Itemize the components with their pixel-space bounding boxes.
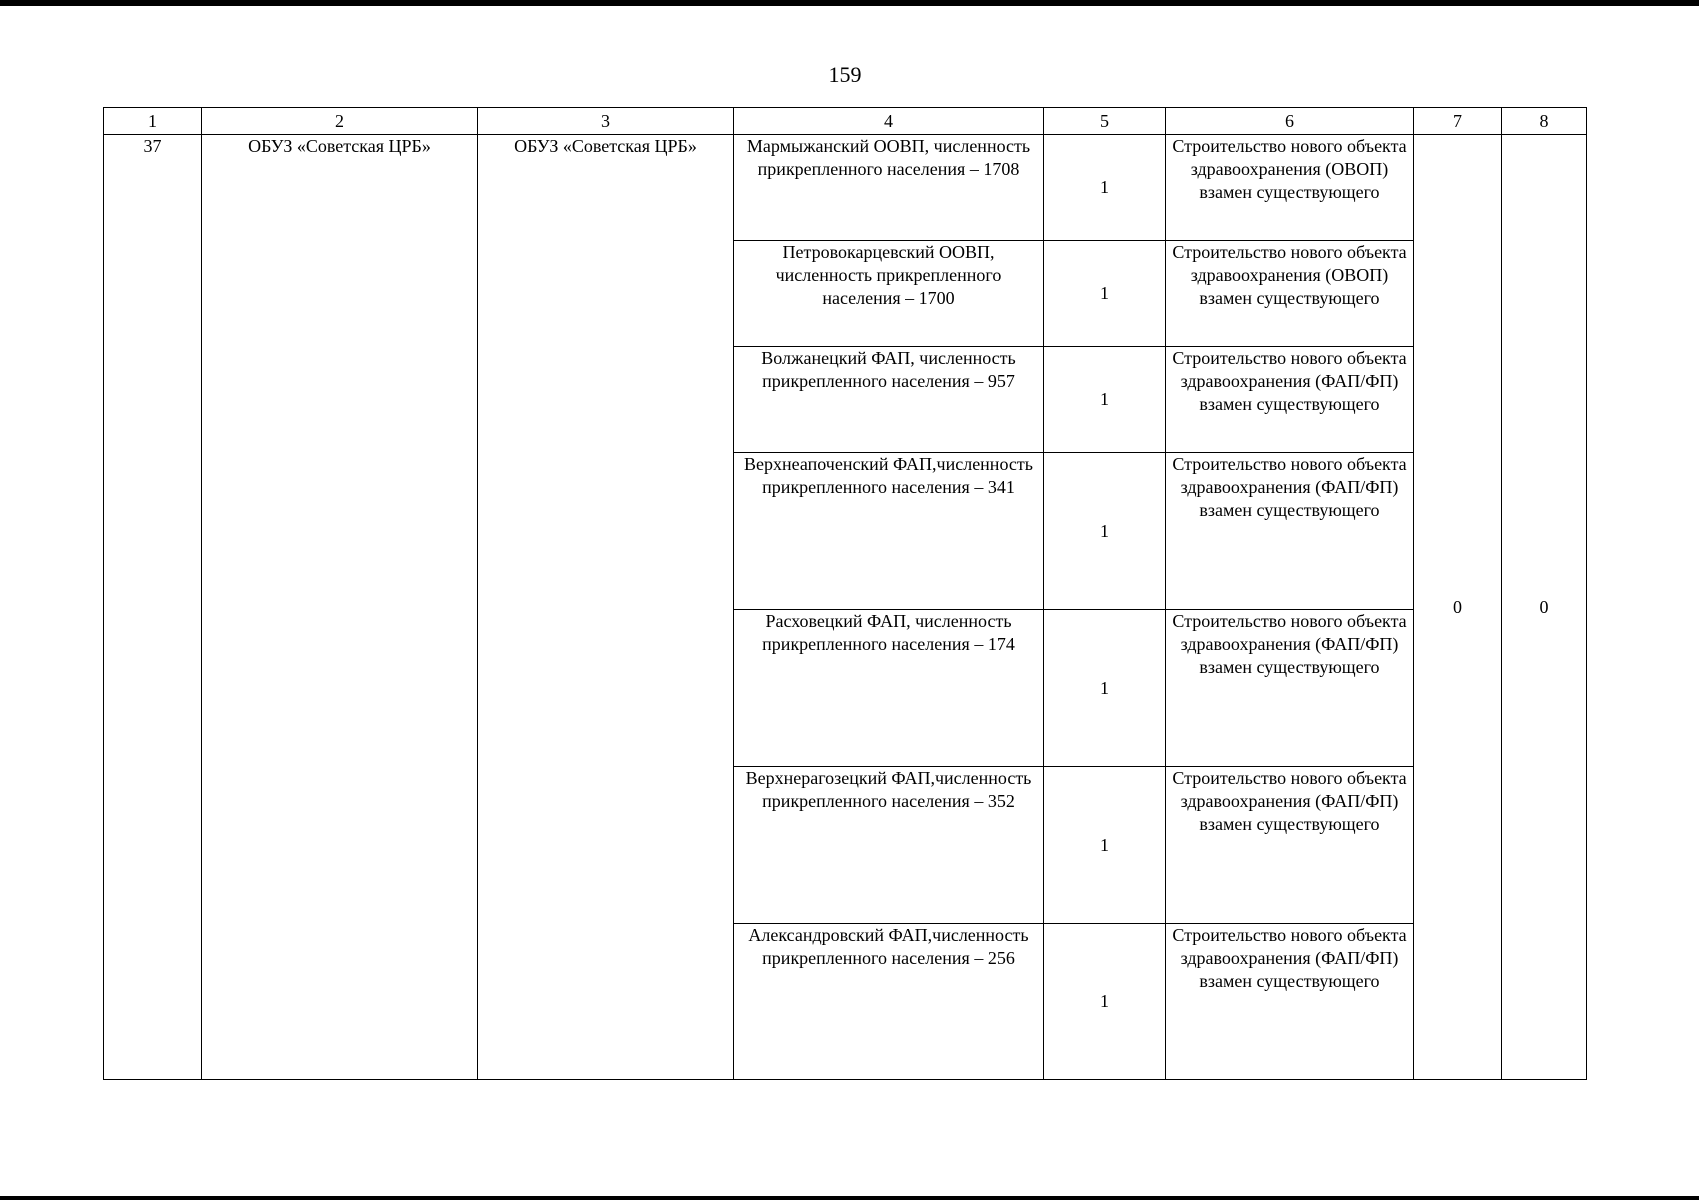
facility-name: Александровский ФАП,численность прикрепленного населения – 256 (734, 924, 1044, 1080)
facility-action: Строительство нового объекта здравоохранения (ФАП/ФП) взамен существующего (1166, 610, 1414, 767)
facility-action: Строительство нового объекта здравоохранения (ФАП/ФП) взамен существующего (1166, 347, 1414, 453)
header-col-5: 5 (1044, 108, 1166, 135)
col8-value: 0 (1502, 135, 1587, 1080)
facility-action: Строительство нового объекта здравоохранения (ОВОП) взамен существующего (1166, 241, 1414, 347)
facility-count: 1 (1044, 610, 1166, 767)
header-col-1: 1 (104, 108, 202, 135)
facility-name: Верхнеапоченский ФАП,численность прикрепленного населения – 341 (734, 453, 1044, 610)
data-table (103, 107, 1587, 1080)
row-number: 37 (104, 135, 202, 1080)
header-col-6: 6 (1166, 108, 1414, 135)
facility-count: 1 (1044, 241, 1166, 347)
organization-name: ОБУЗ «Советская ЦРБ» (202, 135, 478, 1080)
facility-action: Строительство нового объекта здравоохранения (ФАП/ФП) взамен существующего (1166, 453, 1414, 610)
facility-action: Строительство нового объекта здравоохранения (ОВОП) взамен существующего (1166, 135, 1414, 241)
facility-count: 1 (1044, 347, 1166, 453)
header-col-3: 3 (478, 108, 734, 135)
facility-name: Волжанецкий ФАП, численность прикрепленного населения – 957 (734, 347, 1044, 453)
facility-count: 1 (1044, 924, 1166, 1080)
header-row (104, 108, 1587, 135)
facility-name: Расховецкий ФАП, численность прикрепленного населения – 174 (734, 610, 1044, 767)
scan-edge-top (0, 0, 1699, 6)
facility-action: Строительство нового объекта здравоохранения (ФАП/ФП) взамен существующего (1166, 767, 1414, 924)
facility-name: Верхнерагозецкий ФАП,численность прикрепленного населения – 352 (734, 767, 1044, 924)
facility-count: 1 (1044, 767, 1166, 924)
header-col-8: 8 (1502, 108, 1587, 135)
organization-name-2: ОБУЗ «Советская ЦРБ» (478, 135, 734, 1080)
page-number: 159 (828, 62, 862, 87)
facility-action: Строительство нового объекта здравоохранения (ФАП/ФП) взамен существующего (1166, 924, 1414, 1080)
scan-edge-bottom (0, 1196, 1699, 1200)
header-col-4: 4 (734, 108, 1044, 135)
header-col-2: 2 (202, 108, 478, 135)
col7-value: 0 (1414, 135, 1502, 1080)
facility-name: Петровокарцевский ООВП, численность прикрепленного населения – 1700 (734, 241, 1044, 347)
header-col-7: 7 (1414, 108, 1502, 135)
facility-count: 1 (1044, 135, 1166, 241)
facility-count: 1 (1044, 453, 1166, 610)
table-row (104, 135, 1587, 241)
facility-name: Мармыжанский ООВП, численность прикрепленного населения – 1708 (734, 135, 1044, 241)
